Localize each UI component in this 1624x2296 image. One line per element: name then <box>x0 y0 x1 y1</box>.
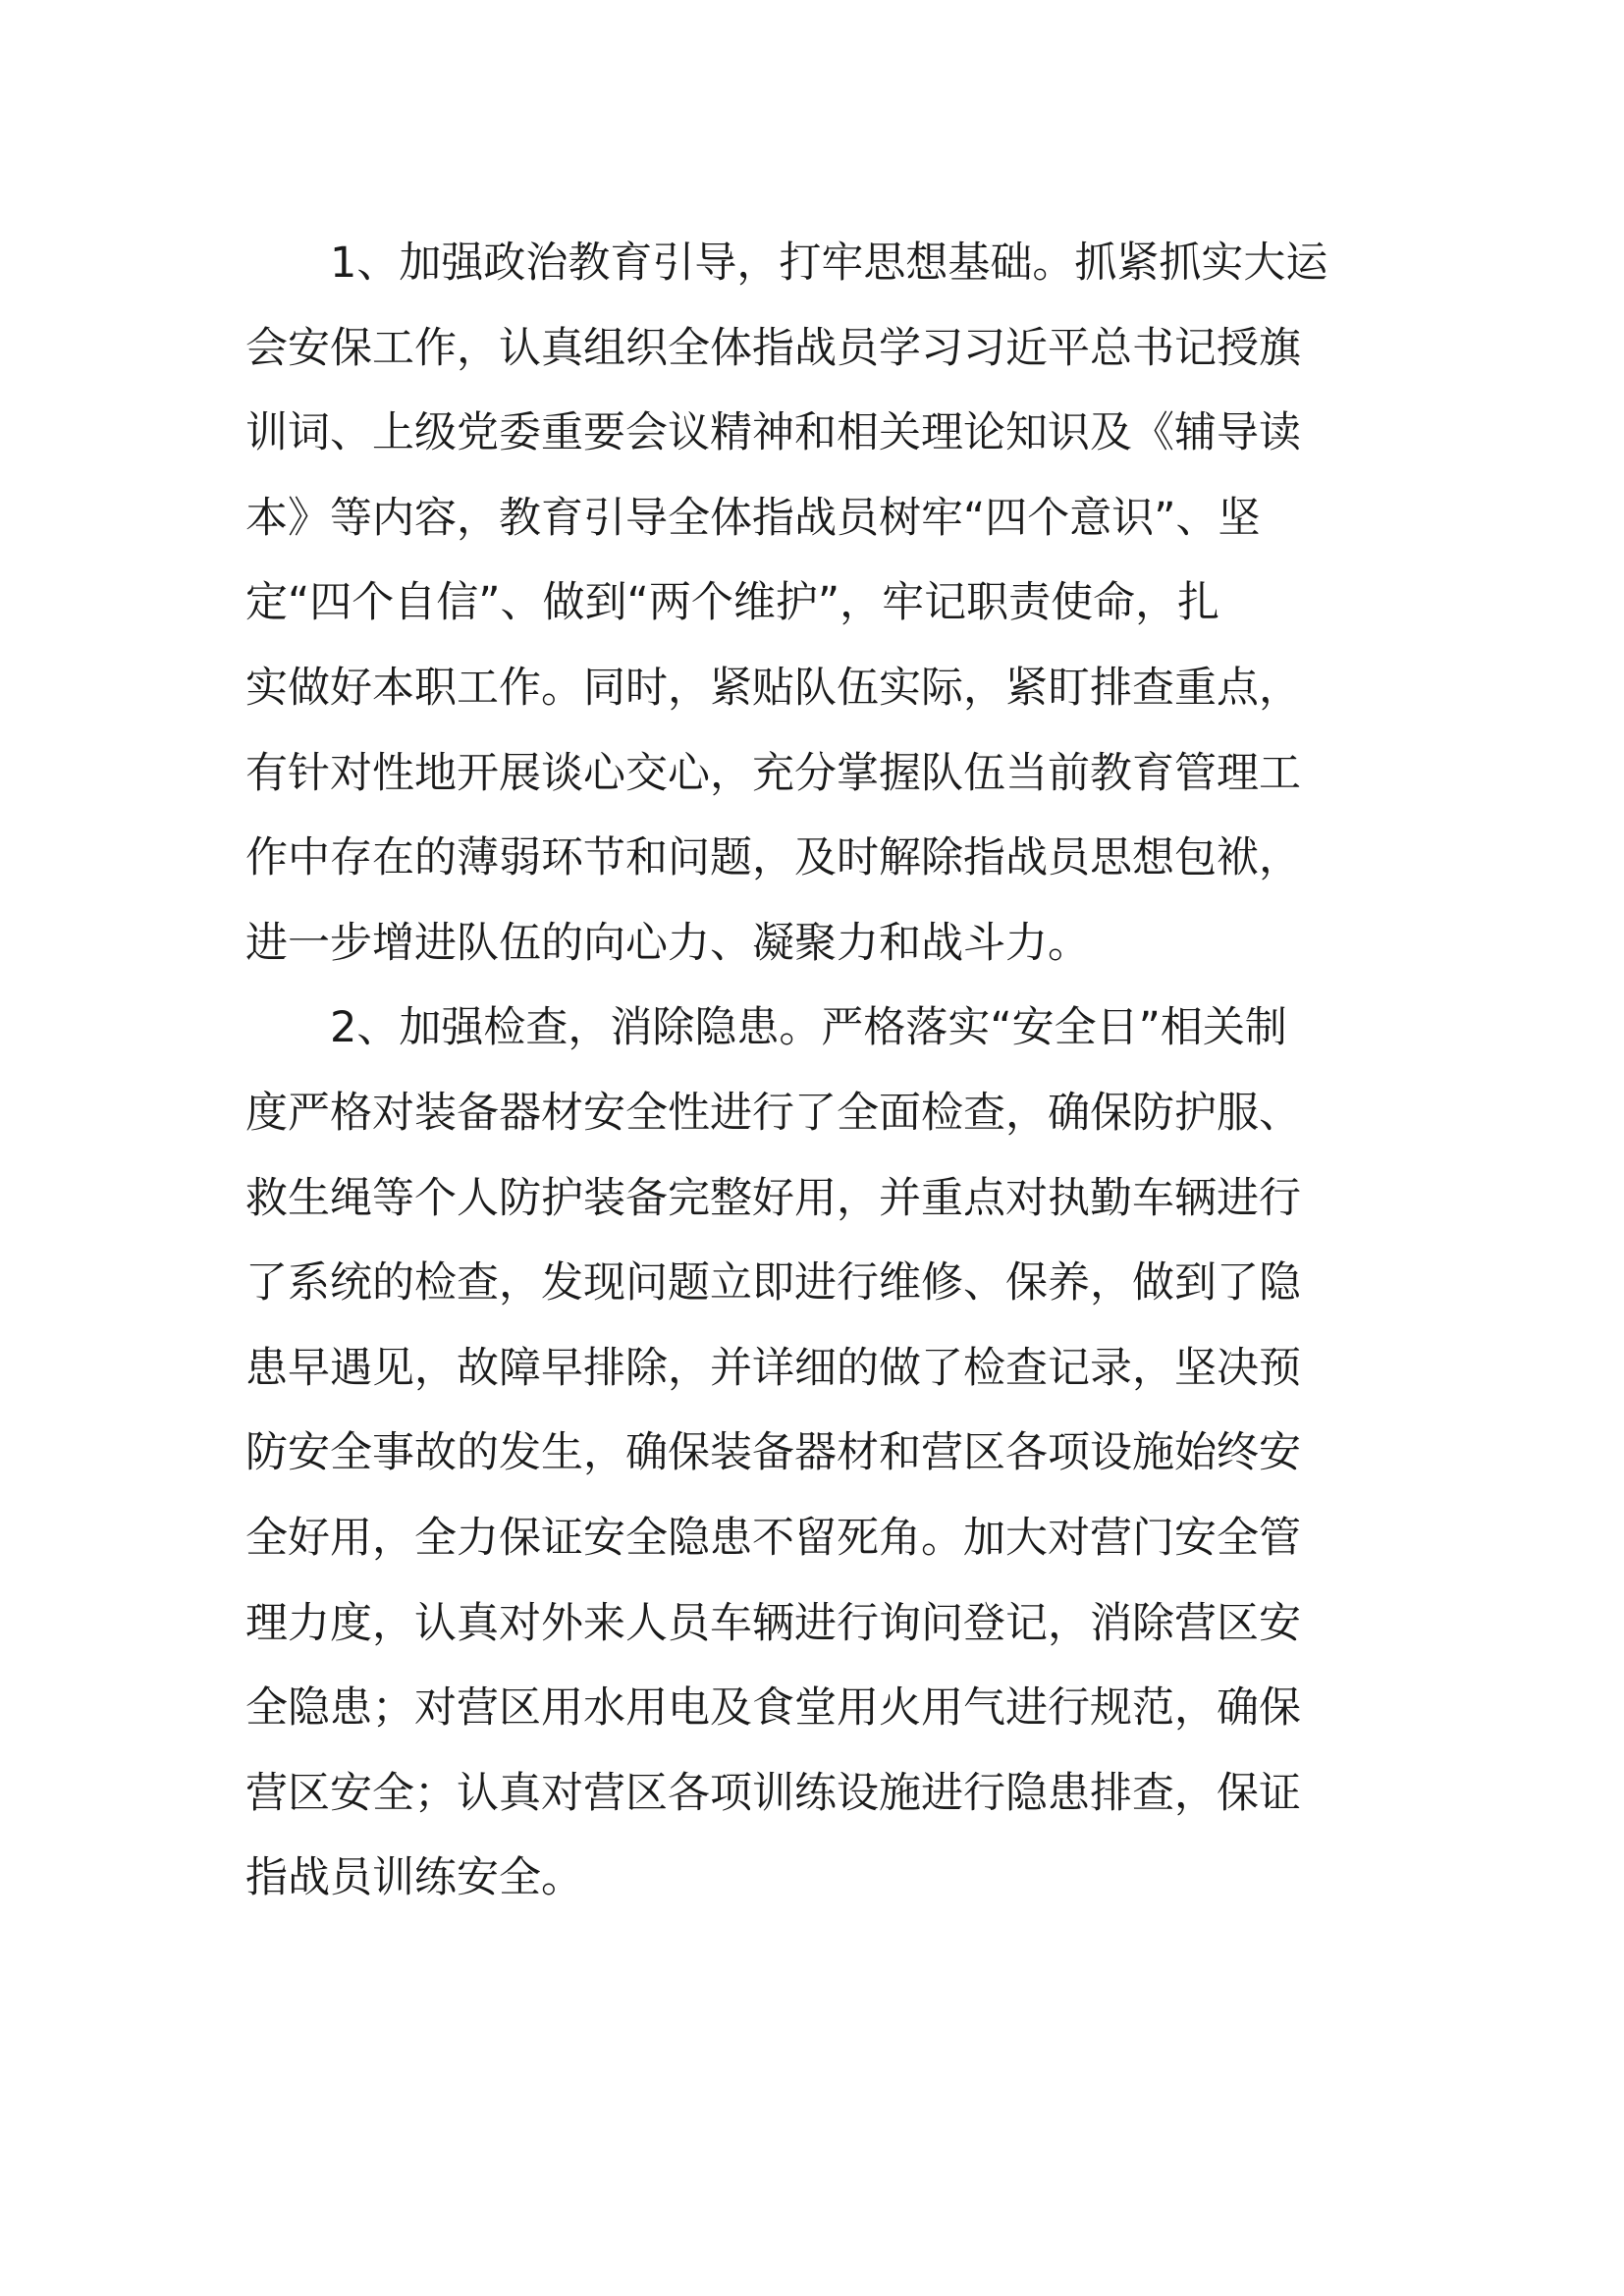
paragraph-2 <box>245 986 1350 1921</box>
text-line: 全隐患；对营区用水用电及食堂用火用气进行规范，确保 <box>245 1683 1301 1734</box>
text-line: 2、加强检查，消除隐患。严格落实“安全日”相关制 <box>330 1003 1287 1053</box>
text-line: 救生绳等个人防护装备完整好用，并重点对执勤车辆进行 <box>245 1173 1301 1223</box>
text-line: 营区安全；认真对营区各项训练设施进行隐患排查，保证 <box>245 1768 1301 1818</box>
text-line: 实做好本职工作。同时，紧贴队伍实际，紧盯排查重点， <box>245 663 1301 713</box>
text-line: 训词、上级党委重要会议精神和相关理论知识及《辅导读 <box>245 408 1301 458</box>
text-line: 度严格对装备器材安全性进行了全面检查，确保防护服、 <box>245 1088 1301 1138</box>
text-line: 会安保工作，认真组织全体指战员学习习近平总书记授旗 <box>245 323 1301 373</box>
text-line: 进一步增进队伍的向心力、凝聚力和战斗力。 <box>245 918 1090 968</box>
text-line: 理力度，认真对外来人员车辆进行询问登记，消除营区安 <box>245 1598 1301 1648</box>
text-line: 1、加强政治教育引导，打牢思想基础。抓紧抓实大运 <box>330 239 1328 288</box>
text-line: 作中存在的薄弱环节和问题，及时解除指战员思想包袱， <box>245 833 1301 883</box>
text-line: 患早遇见，故障早排除，并详细的做了检查记录，坚决预 <box>245 1343 1301 1393</box>
document-body <box>245 221 1350 1921</box>
text-line: 全好用，全力保证安全隐患不留死角。加大对营门安全管 <box>245 1513 1301 1563</box>
paragraph-1 <box>245 221 1350 986</box>
text-line: 了系统的检查，发现问题立即进行维修、保养，做到了隐 <box>245 1258 1301 1308</box>
text-line: 防安全事故的发生，确保装备器材和营区各项设施始终安 <box>245 1428 1301 1478</box>
text-line: 定“四个自信”、做到“两个维护”，牢记职责使命，扎 <box>245 578 1220 628</box>
text-line: 有针对性地开展谈心交心，充分掌握队伍当前教育管理工 <box>245 748 1301 798</box>
text-line: 本》等内容，教育引导全体指战员树牢“四个意识”、坚 <box>245 493 1261 543</box>
text-line: 指战员训练安全。 <box>245 1853 583 1903</box>
